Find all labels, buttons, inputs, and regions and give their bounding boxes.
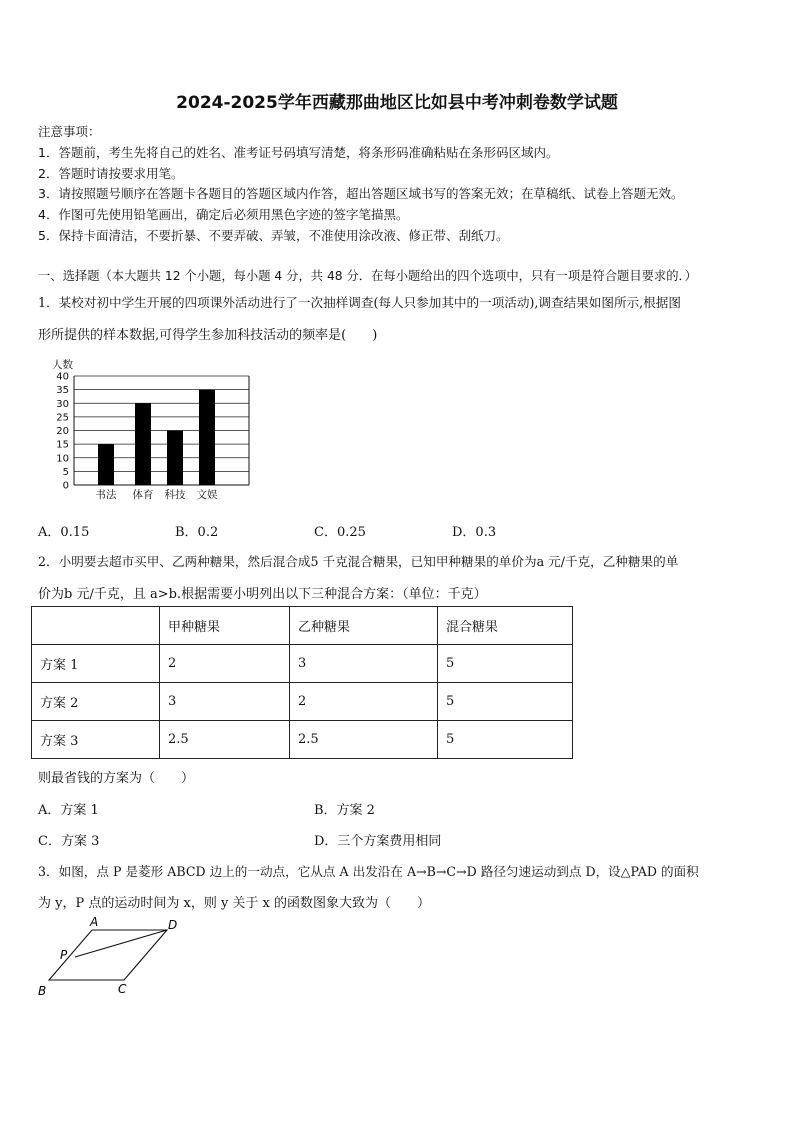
table-cell: 2 xyxy=(290,683,438,721)
table-header-cell: 混合糖果 xyxy=(438,607,573,645)
y-tick-label: 20 xyxy=(56,426,69,437)
x-tick-label: 文娱 xyxy=(196,489,218,500)
q1-option-a: A．0.15 xyxy=(38,525,90,540)
rhombus-figure xyxy=(34,914,194,1000)
notice-item-2: 2．答题时请按要求用笔。 xyxy=(38,166,184,181)
table-cell: 方案 3 xyxy=(32,721,160,759)
table-cell: 5 xyxy=(438,721,573,759)
q2-ask: 则最省钱的方案为（ ） xyxy=(38,771,195,786)
table-row xyxy=(32,721,573,759)
q1-text-line2: 形所提供的样本数据,可得学生参加科技活动的频率是( ) xyxy=(38,328,378,343)
bar xyxy=(98,444,114,485)
y-tick-label: 25 xyxy=(56,412,69,424)
table-cell: 方案 1 xyxy=(32,645,160,683)
q2-text-line1: 2．小明要去超市买甲、乙两种糖果，然后混合成5 千克混合糖果，已知甲种糖果的单价为a 元/千克，乙种糖果的单 xyxy=(38,554,679,569)
y-tick-label: 40 xyxy=(56,371,69,383)
q3-text-line2: 为 y，P 点的运动时间为 x，则 y 关于 x 的函数图象大致为（ ） xyxy=(38,896,431,911)
y-tick-label: 0 xyxy=(62,480,69,492)
x-tick-label: 书法 xyxy=(95,489,117,500)
table-cell: 方案 2 xyxy=(32,683,160,721)
label-b: B xyxy=(38,984,47,998)
table-cell: 3 xyxy=(160,683,290,721)
notice-item-5: 5．保持卡面清洁，不要折暴、不要弄破、弄皱，不准使用涂改液、修正带、刮纸刀。 xyxy=(38,228,509,243)
label-c: C xyxy=(118,982,127,996)
bar-chart xyxy=(44,354,264,500)
page-title: 2024-2025学年西藏那曲地区比如县中考冲刺卷数学试题 xyxy=(176,93,618,113)
notice-item-1: 1．答题前，考生先将自己的姓名、准考证号码填写清楚，将条形码准确粘贴在条形码区域内。 xyxy=(38,145,559,160)
mix-plan-table xyxy=(31,606,573,759)
table-row xyxy=(32,683,573,721)
notice-item-3: 3．请按照题号顺序在答题卡各题目的答题区域内作答，超出答题区域书写的答案无效；在草稿纸、试卷上答题无效。 xyxy=(38,186,684,201)
notice-item-4: 4．作图可先使用铅笔画出，确定后必须用黑色字迹的签字笔描黑。 xyxy=(38,207,409,222)
q1-text-line1: 1．某校对初中学生开展的四项课外活动进行了一次抽样调查(每人只参加其中的一项活动),调查结果如图所示,根据图 xyxy=(38,295,681,310)
table-row xyxy=(32,645,573,683)
q2-option-c: C．方案 3 xyxy=(38,834,100,849)
bar xyxy=(135,403,151,485)
table-cell: 2.5 xyxy=(290,721,438,759)
section-heading: 一、选择题（本大题共 12 个小题，每小题 4 分，共 48 分．在每小题给出的四个选项中，只有一项是符合题目要求的．） xyxy=(38,269,697,283)
label-p: P xyxy=(60,948,68,962)
y-axis-label: 人数 xyxy=(52,359,73,371)
label-a: A xyxy=(90,915,99,929)
y-tick-label: 10 xyxy=(56,453,69,465)
bar xyxy=(167,431,183,486)
q2-option-b: B．方案 2 xyxy=(314,803,375,818)
x-tick-label: 科技 xyxy=(164,489,186,500)
table-cell: 3 xyxy=(290,645,438,683)
q2-option-a: A．方案 1 xyxy=(38,803,99,818)
q1-option-b: B．0.2 xyxy=(175,525,219,540)
table-cell: 5 xyxy=(438,645,573,683)
x-tick-label: 体育 xyxy=(132,489,154,500)
q1-option-c: C．0.25 xyxy=(314,525,366,540)
table-cell: 2 xyxy=(160,645,290,683)
y-tick-label: 35 xyxy=(56,385,69,397)
table-header-row xyxy=(32,607,573,645)
label-d: D xyxy=(168,918,178,932)
q1-option-d: D．0.3 xyxy=(452,525,497,540)
table-cell: 2.5 xyxy=(160,721,290,759)
y-tick-label: 15 xyxy=(56,439,69,451)
bar xyxy=(199,390,215,485)
y-tick-label: 5 xyxy=(62,466,69,478)
table-header-cell: 乙种糖果 xyxy=(290,607,438,645)
q3-text-line1: 3．如图，点 P 是菱形 ABCD 边上的一动点，它从点 A 出发沿在 A→B→C→D 路径匀速运动到点 D，设△PAD 的面积 xyxy=(38,864,699,879)
table-cell: 5 xyxy=(438,683,573,721)
q2-option-d: D．三个方案费用相同 xyxy=(314,834,442,849)
y-tick-label: 30 xyxy=(56,398,69,410)
notice-heading: 注意事项： xyxy=(38,124,101,139)
table-header-cell xyxy=(32,607,160,645)
q2-text-line2: 价为b 元/千克，且 a>b.根据需要小明列出以下三种混合方案：（单位：千克） xyxy=(38,587,487,602)
table-header-cell: 甲种糖果 xyxy=(160,607,290,645)
